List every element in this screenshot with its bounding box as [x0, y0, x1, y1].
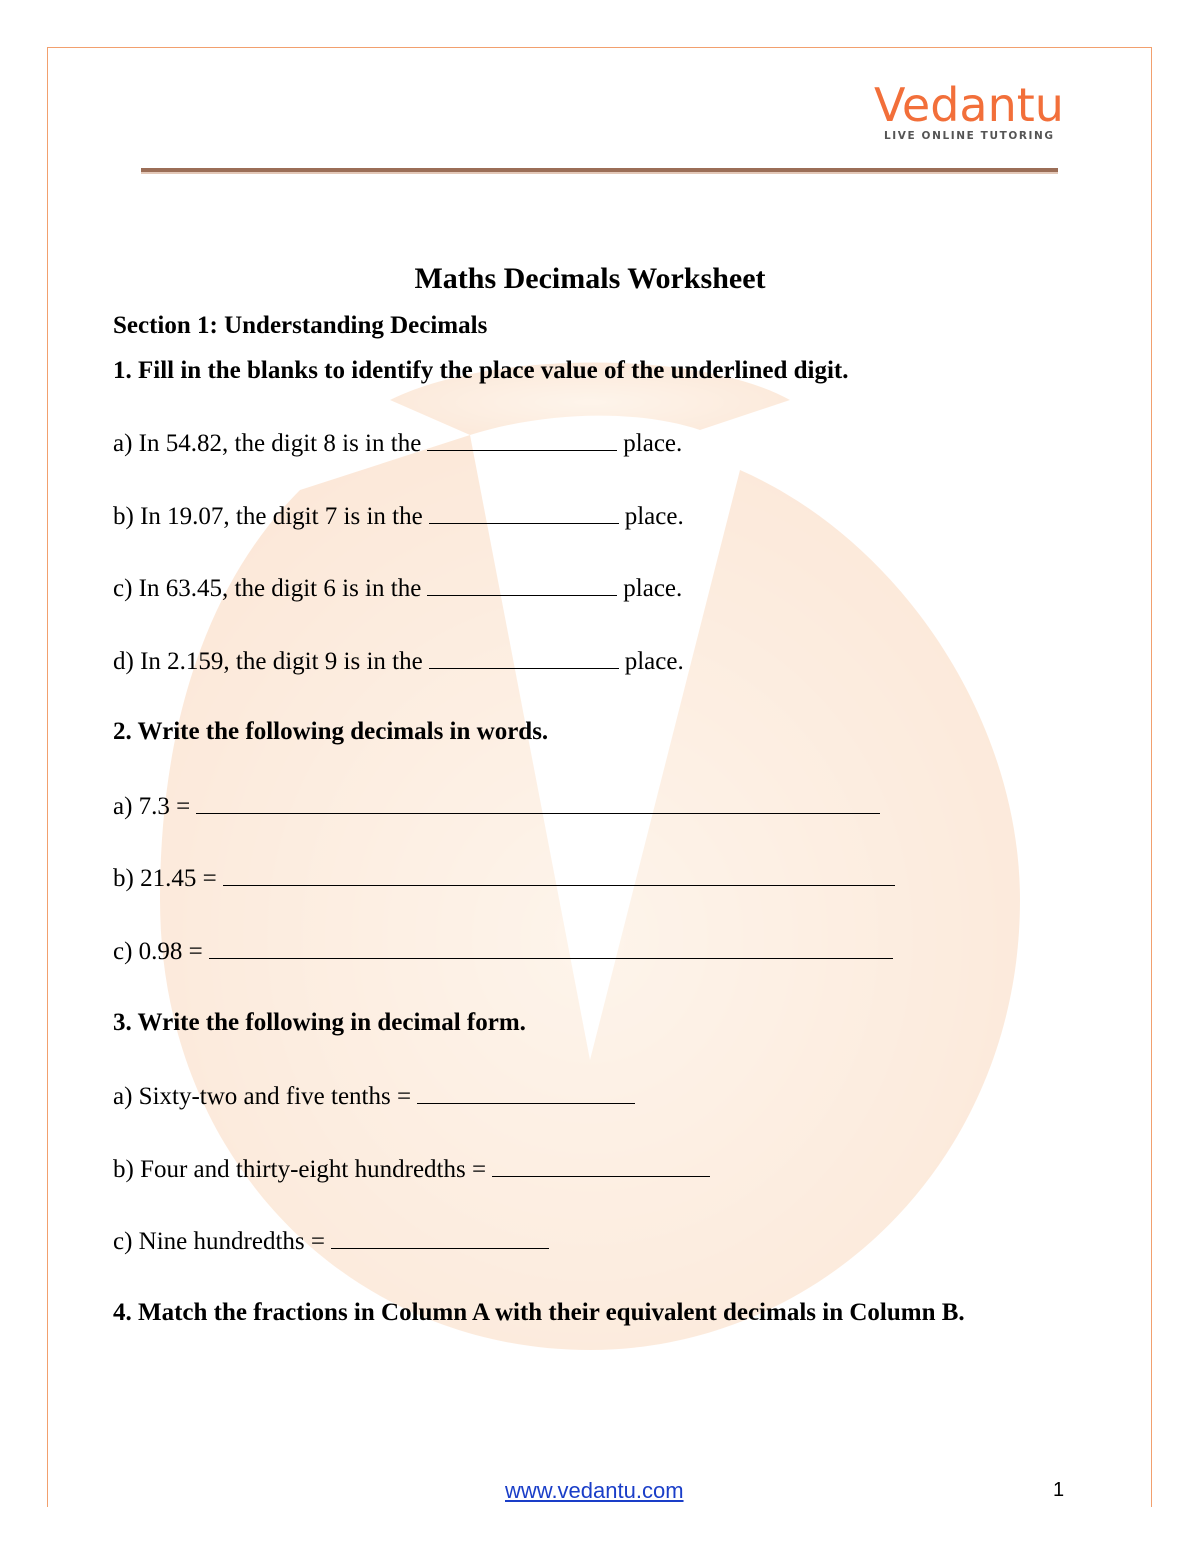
question-2-prompt: 2. Write the following decimals in words. — [113, 718, 549, 745]
question-text: b) In 19.07, the digit 7 is in the — [113, 503, 423, 530]
question-text: a) Sixty-two and five tenths = — [113, 1083, 412, 1110]
page-title: Maths Decimals Worksheet — [414, 262, 766, 295]
logo-tagline: LIVE ONLINE TUTORING — [884, 130, 1055, 142]
vedantu-logo — [870, 78, 1064, 148]
question-text: b) Four and thirty-eight hundredths = — [113, 1156, 487, 1183]
page-number: 1 — [1053, 1479, 1065, 1501]
question-2c — [113, 936, 899, 966]
answer-blank[interactable] — [492, 1154, 710, 1177]
answer-blank[interactable] — [223, 863, 895, 886]
question-1-prompt: 1. Fill in the blanks to identify the place value of the underlined digit. — [113, 357, 849, 384]
question-1d — [113, 646, 684, 676]
question-text: a) 7.3 = — [113, 793, 191, 820]
question-3b — [113, 1154, 716, 1184]
section-heading: Section 1: Understanding Decimals — [113, 312, 488, 339]
header-rule — [141, 168, 1058, 174]
question-3-prompt: 3. Write the following in decimal form. — [113, 1009, 526, 1036]
answer-blank[interactable] — [417, 1081, 635, 1104]
question-1a — [113, 428, 682, 458]
question-text: c) In 63.45, the digit 6 is in the — [113, 575, 422, 602]
question-text: c) Nine hundredths = — [113, 1228, 325, 1255]
answer-blank[interactable] — [427, 428, 617, 451]
answer-blank[interactable] — [429, 646, 619, 669]
question-1c — [113, 573, 682, 603]
answer-blank[interactable] — [209, 936, 893, 959]
question-text: c) 0.98 = — [113, 938, 203, 965]
question-3c — [113, 1226, 555, 1256]
question-4-prompt: 4. Match the fractions in Column A with their equivalent decimals in Column B. — [113, 1299, 965, 1326]
logo-wordmark: Vedantu — [874, 78, 1064, 132]
vedantu-watermark — [140, 340, 1040, 1360]
question-text: d) In 2.159, the digit 9 is in the — [113, 648, 423, 675]
question-suffix: place. — [624, 648, 684, 675]
footer-website-link[interactable]: www.vedantu.com — [505, 1478, 684, 1503]
question-1b — [113, 501, 684, 531]
answer-blank[interactable] — [331, 1226, 549, 1249]
question-2a — [113, 791, 886, 821]
question-suffix: place. — [623, 430, 683, 457]
question-text: a) In 54.82, the digit 8 is in the — [113, 430, 422, 457]
question-3a — [113, 1081, 641, 1111]
answer-blank[interactable] — [427, 573, 617, 596]
question-suffix: place. — [623, 575, 683, 602]
question-suffix: place. — [624, 503, 684, 530]
question-2b — [113, 863, 901, 893]
question-text: b) 21.45 = — [113, 865, 217, 892]
answer-blank[interactable] — [429, 501, 619, 524]
answer-blank[interactable] — [196, 791, 880, 814]
